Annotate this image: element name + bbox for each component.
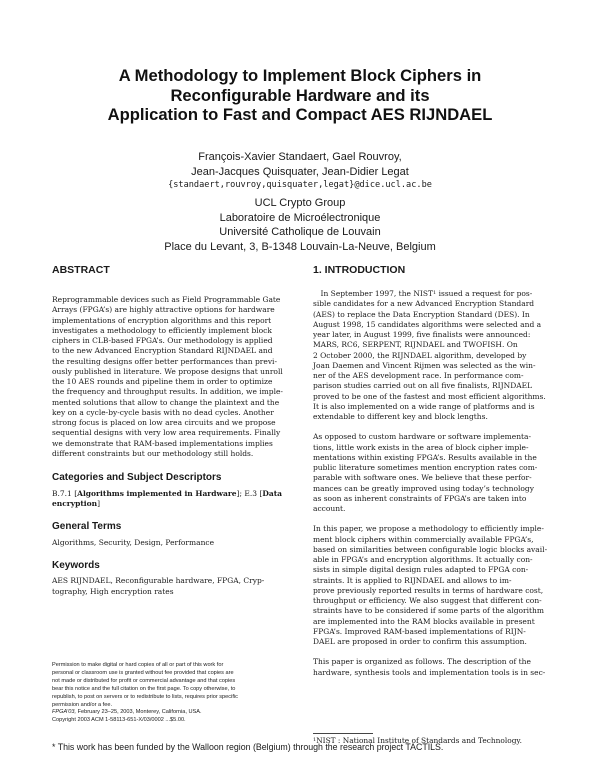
intro-line: prove previously reported results in terms of hardware cost, — [313, 585, 544, 595]
keywords-heading: Keywords — [52, 559, 100, 571]
title-line: Reconfigurable Hardware and its — [170, 85, 430, 105]
footnote-ref: 1 — [433, 290, 437, 296]
intro-line: year later, in August 1999, five finalists were announced: — [313, 330, 531, 339]
intro-line: mances can be greatly improved using today’s technology — [313, 483, 534, 493]
intro-line: proved to be one of the fastest and most efficient algorithms. — [313, 391, 546, 401]
abstract-line: we demonstrate that RAM-based implementations implies — [52, 438, 273, 448]
abstract-line: key on a cycle-by-cycle basis with no dead cycles. Another — [52, 407, 274, 417]
intro-line: ment block ciphers within commercially available FPGA’s, — [313, 534, 534, 544]
categories-term: Data — [262, 488, 283, 498]
intro-line: This paper is organized as follows. The description of the — [313, 657, 531, 667]
permission-line: permission and/or a fee. — [52, 701, 113, 708]
abstract-line: different constraints but our methodology still holds. — [52, 448, 254, 458]
abstract-body — [52, 295, 284, 459]
intro-line: Joan Daemen and Vincent Rijmen was selected as the win- — [313, 360, 536, 370]
affiliation-block — [60, 196, 540, 254]
abstract-heading: ABSTRACT — [52, 264, 110, 276]
intro-line: public literature sometimes mention encryption rates com- — [313, 463, 538, 472]
intro-paragraph-3 — [313, 524, 548, 647]
abstract-line: the 10 AES rounds and pipeline them in order to optimize — [52, 377, 273, 386]
categories-text: B.7.1 [ — [52, 488, 78, 498]
left-column — [52, 264, 284, 597]
categories-text: ] — [97, 498, 101, 508]
intro-line: tions, little work exists in the area of block cipher imple- — [313, 442, 529, 452]
intro-line: straints. It is applied to RIJNDAEL and allows to im- — [313, 575, 512, 585]
abstract-line: the resulting designs offer better performances than previ- — [52, 356, 277, 366]
intro-line: straints have to be considered if some parts of the algorithm — [313, 606, 544, 616]
intro-line: DAEL are proposed in order to confirm this assumption. — [313, 637, 527, 646]
intro-line: able in FPGA’s and encryption algorithms. It actually con- — [313, 555, 533, 564]
conference-line — [52, 709, 284, 717]
intro-line: ner of the AES development race. In performance com- — [313, 371, 524, 380]
intro-line — [313, 289, 548, 299]
introduction-heading: 1. INTRODUCTION — [313, 264, 406, 276]
abstract-line: Arrays (FPGA’s) are highly attractive options for hardware — [52, 305, 275, 315]
funding-note: * This work has been funded by the Walloon region (Belgium) through the research project TACTILS. — [52, 742, 444, 752]
categories-text: ]; E.3 [ — [236, 488, 263, 498]
intro-line: MARS, RC6, SERPENT, RIJNDAEL and TWOFISH. On — [313, 340, 518, 350]
permission-line: not made or distributed for profit or commercial advantage and that copies — [52, 677, 236, 684]
categories-line — [52, 489, 284, 499]
intro-line: FPGA’s. Improved RAM-based implementations of RIJN- — [313, 626, 526, 636]
intro-paragraph-2 — [313, 432, 548, 514]
intro-line: are implemented into the RAM blocks available in present — [313, 616, 535, 626]
intro-paragraph-4 — [313, 657, 548, 678]
permission-line: bear this notice and the full citation on the first page. To copy otherwise, to — [52, 685, 236, 692]
abstract-line: mented solutions that allow to change the plaintext and the — [52, 397, 280, 407]
paper-title — [40, 66, 560, 125]
permission-line: personal or classroom use is granted without fee provided that copies are — [52, 669, 234, 676]
right-column — [313, 264, 548, 678]
intro-paragraph-1 — [313, 289, 548, 422]
intro-text: issued a request for pos- — [436, 289, 533, 298]
intro-line: hardware, synthesis tools and implementation tools is in sec- — [313, 667, 546, 677]
general-terms-line: Algorithms, Security, Design, Performance — [52, 537, 215, 547]
categories-term: Algorithms implemented in Hardware — [77, 488, 237, 498]
intro-line: (AES) to replace the Data Encryption Standard (DES). In — [313, 309, 530, 319]
intro-line: sible candidates for a new Advanced Encryption Standard — [313, 299, 535, 309]
abstract-line: strong focus is placed on low area circuits and we propose — [52, 418, 276, 427]
author-block — [80, 150, 520, 191]
intro-line: parison studies carried out on all five finalists, RIJNDAEL — [313, 381, 533, 391]
footnote-marker: 1 — [313, 737, 317, 743]
permission-notice — [52, 662, 284, 725]
abstract-line: investigates a methodology to efficiently implement block — [52, 325, 272, 335]
general-terms-body — [52, 538, 284, 548]
title-line: Application to Fast and Compact AES RIJNDAEL — [107, 105, 493, 124]
conference-name: FPGA’03, — [52, 709, 77, 716]
general-terms-heading: General Terms — [52, 521, 122, 532]
author-email: {standaert,rouvroy,quisquater,legat}@dice.ucl.ac.be — [168, 180, 432, 190]
affiliation-line: UCL Crypto Group — [254, 197, 346, 209]
keywords-body — [52, 576, 284, 597]
categories-line — [52, 499, 284, 509]
intro-line: 2 October 2000, the RIJNDAEL algorithm, developed by — [313, 350, 527, 360]
abstract-line: ciphers in CLB-based FPGA’s. Our methodology is applied — [52, 336, 273, 345]
categories-heading: Categories and Subject Descriptors — [52, 472, 222, 483]
intro-line: account. — [313, 504, 346, 513]
abstract-line: implementations of encryption algorithms and this report — [52, 315, 272, 325]
abstract-line: Reprogrammable devices such as Field Programmable Gate — [52, 295, 281, 304]
intro-line: mentations within existing FPGA’s. Results available in the — [313, 452, 537, 462]
author-names: François-Xavier Standaert, Gael Rouvroy, — [198, 151, 402, 163]
intro-line: throughput or efficiency. We also suggest that different con- — [313, 596, 542, 605]
intro-line: In this paper, we propose a methodology to efficiently imple- — [313, 524, 544, 534]
abstract-line: sequential designs with very low area requirements. Finally — [52, 428, 281, 438]
permission-line: republish, to post on servers or to redistribute to lists, requires prior specific — [52, 693, 238, 700]
footnote-text: NIST : National Institute of Standards and Technology. — [316, 736, 522, 745]
intro-line: extendable to different key and block lengths. — [313, 412, 488, 421]
author-names: Jean-Jacques Quisquater, Jean-Didier Legat — [191, 165, 409, 178]
permission-line: Permission to make digital or hard copies of all or part of this work for — [52, 662, 224, 668]
conference-details: February 23–25, 2003, Monterey, California, USA. — [76, 709, 202, 716]
affiliation-line: Laboratoire de Microélectronique — [219, 211, 381, 224]
abstract-line: ously published in literature. We propose designs that unroll — [52, 366, 283, 376]
keywords-line: tography, High encryption rates — [52, 586, 174, 596]
intro-line: based on similarities between configurable logic blocks avail- — [313, 544, 548, 554]
intro-line: It is also implemented on a wide range of platforms and is — [313, 401, 535, 411]
footnote-rule — [313, 733, 373, 734]
categories-term: encryption — [52, 498, 98, 508]
intro-line: As opposed to custom hardware or software implementa- — [313, 432, 532, 442]
affiliation-line: Université Catholique de Louvain — [219, 226, 381, 238]
intro-line: sists in simple digital design rules adapted to FPGA con- — [313, 565, 529, 575]
keywords-line: AES RIJNDAEL, Reconfigurable hardware, FPGA, Cryp- — [52, 576, 265, 586]
intro-line: August 1998, 15 candidates algorithms were selected and a — [313, 319, 542, 329]
intro-line: parable with software ones. We believe that these perfor- — [313, 473, 532, 483]
intro-text: In September 1997, the NIST — [320, 289, 434, 298]
abstract-line: the frequency and throughput results. In addition, we imple- — [52, 387, 283, 397]
intro-line: as soon as inherent constraints of FPGA’s are taken into — [313, 493, 527, 503]
abstract-line: to the new Advanced Encryption Standard RIJNDAEL and — [52, 346, 273, 356]
affiliation-line: Place du Levant, 3, B-1348 Louvain-La-Neuve, Belgium — [164, 240, 436, 253]
title-line: A Methodology to Implement Block Ciphers in — [118, 66, 482, 85]
copyright-line: Copyright 2003 ACM 1-58113-651-X/03/0002 ...$5.00. — [52, 717, 186, 724]
categories-body — [52, 489, 284, 510]
